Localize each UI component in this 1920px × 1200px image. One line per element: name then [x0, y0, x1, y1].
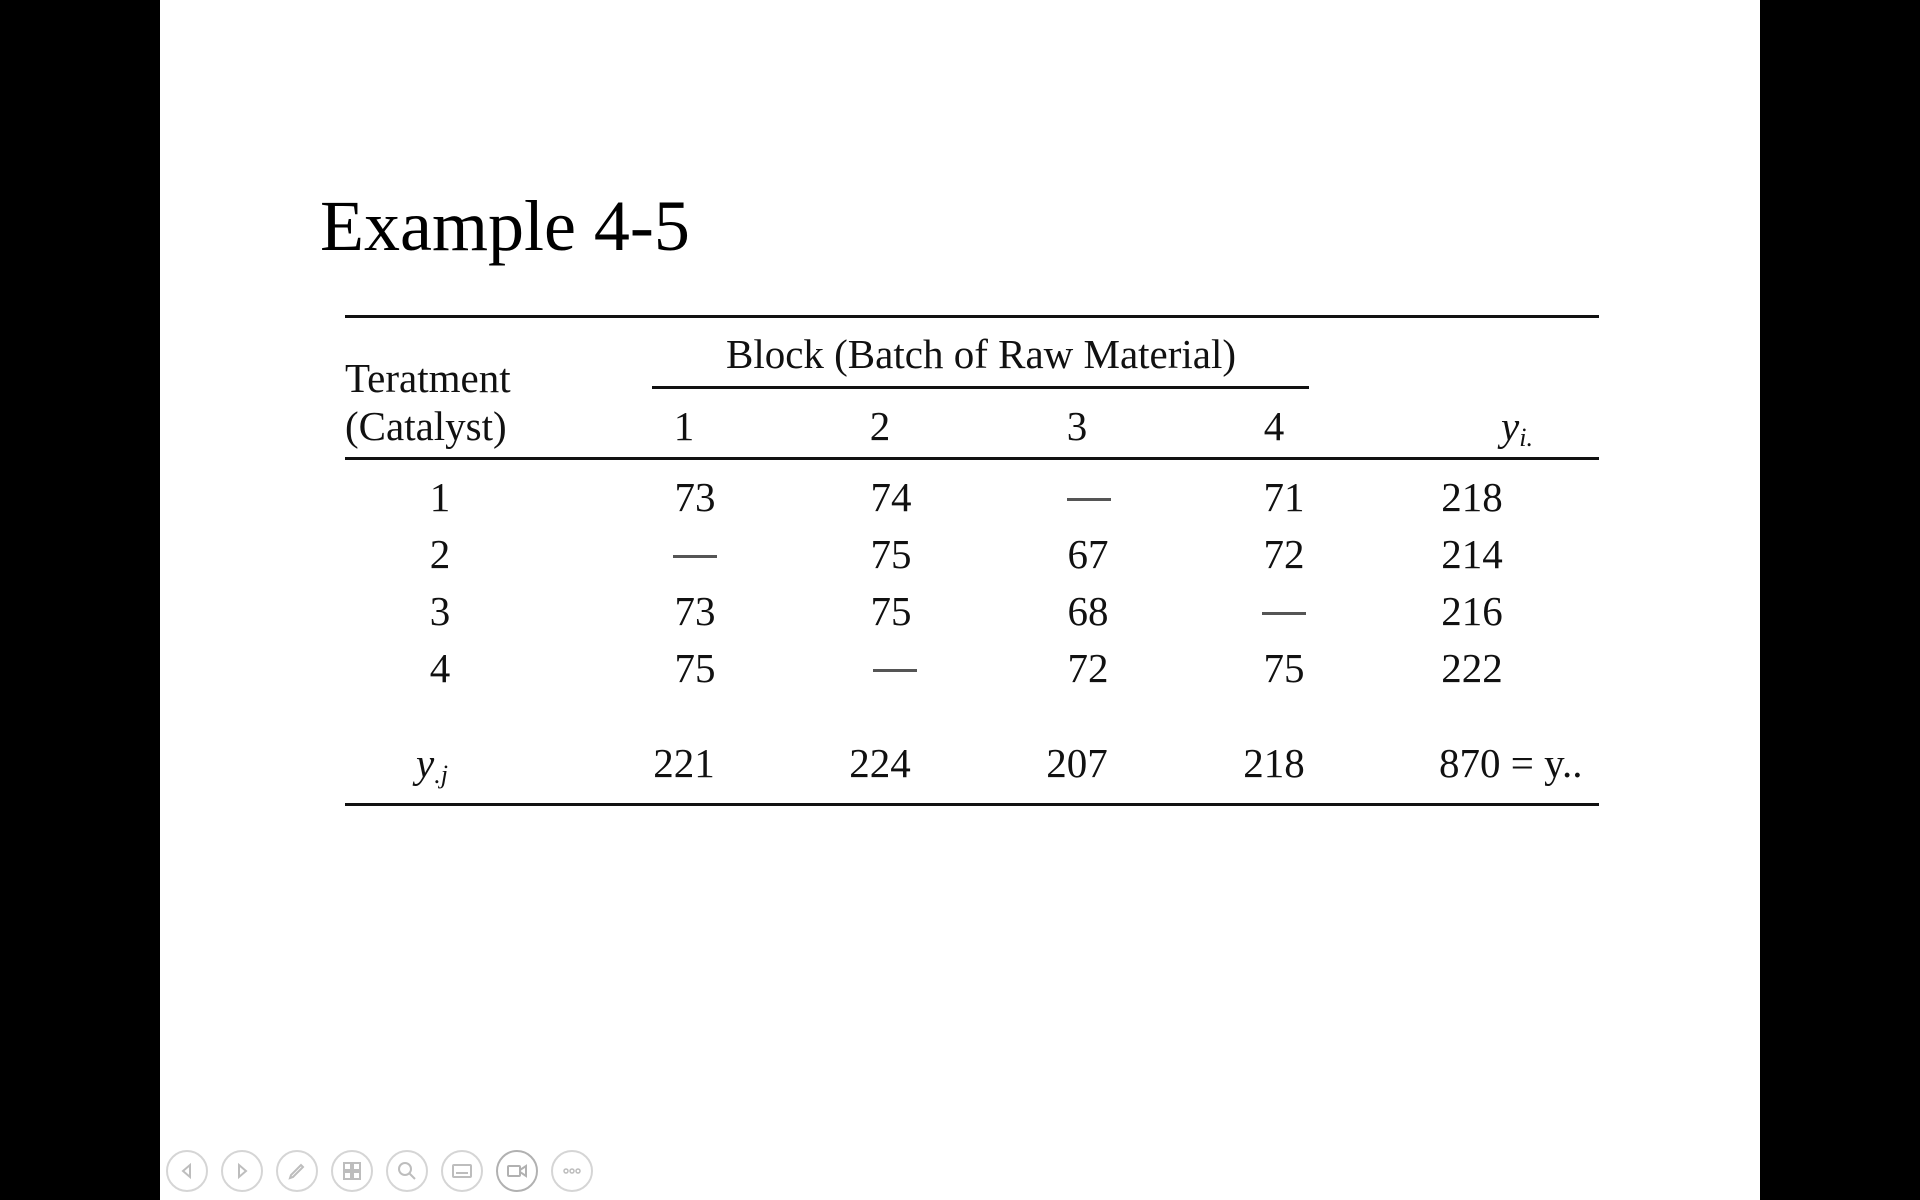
row-header-line1: Teratment [345, 355, 511, 401]
table-cell-3-3: 68 [1067, 588, 1109, 634]
table-cell-2-2: 75 [870, 531, 912, 577]
grand-total: 870 = y.. [1439, 740, 1583, 786]
missing-cell-1-3 [1067, 498, 1111, 501]
row-total-2: 214 [1441, 531, 1503, 577]
col-total-1: 221 [653, 740, 715, 786]
table-cell-3-1: 73 [674, 588, 716, 634]
block-label-2: 2 [869, 403, 891, 449]
table-cell-4-3: 72 [1067, 645, 1109, 691]
block-label-4: 4 [1263, 403, 1285, 449]
row-total-header [1501, 403, 1533, 452]
treatment-label-1: 1 [429, 474, 451, 520]
table-cell-3-2: 75 [870, 588, 912, 634]
presenter-controls [166, 1150, 593, 1194]
row-total-1: 218 [1441, 474, 1503, 520]
row-total-symbol: y [1501, 403, 1520, 449]
group-header-rule [652, 386, 1309, 389]
video-camera-icon [505, 1159, 529, 1183]
col-total-3: 207 [1046, 740, 1108, 786]
col-total-symbol: y [416, 740, 435, 786]
missing-cell-3-4 [1262, 612, 1306, 615]
header-bottom-rule [345, 457, 1599, 460]
group-header: Block (Batch of Raw Material) [725, 331, 1237, 377]
more-options-button[interactable] [551, 1150, 593, 1192]
next-slide-button[interactable] [221, 1150, 263, 1192]
treatment-label-3: 3 [429, 588, 451, 634]
magnifier-icon [395, 1159, 419, 1183]
col-total-2: 224 [849, 740, 911, 786]
table-cell-2-4: 72 [1263, 531, 1305, 577]
slide [160, 0, 1760, 1200]
table-cell-2-3: 67 [1067, 531, 1109, 577]
col-total-4: 218 [1243, 740, 1305, 786]
row-total-4: 222 [1441, 645, 1503, 691]
camera-button[interactable] [496, 1150, 538, 1192]
row-header-line2: (Catalyst) [345, 403, 507, 449]
col-total-subscript: .j [434, 760, 448, 789]
row-total-3: 216 [1441, 588, 1503, 634]
subtitles-icon [450, 1159, 474, 1183]
pen-icon [285, 1159, 309, 1183]
table-cell-4-4: 75 [1263, 645, 1305, 691]
slide-title: Example 4-5 [320, 186, 690, 266]
arrow-left-icon [175, 1159, 199, 1183]
slides-grid-icon [340, 1159, 364, 1183]
missing-cell-2-1 [673, 555, 717, 558]
more-icon [560, 1159, 584, 1183]
missing-cell-4-2 [873, 669, 917, 672]
table-cell-4-1: 75 [674, 645, 716, 691]
zoom-button[interactable] [386, 1150, 428, 1192]
treatment-label-2: 2 [429, 531, 451, 577]
row-total-subscript: i. [1519, 423, 1533, 452]
table-bottom-rule [345, 803, 1599, 806]
treatment-label-4: 4 [429, 645, 451, 691]
block-label-1: 1 [673, 403, 695, 449]
table-top-rule [345, 315, 1599, 318]
pen-tool-button[interactable] [276, 1150, 318, 1192]
block-label-3: 3 [1066, 403, 1088, 449]
see-all-slides-button[interactable] [331, 1150, 373, 1192]
table-cell-1-4: 71 [1263, 474, 1305, 520]
col-total-label [416, 740, 448, 789]
arrow-right-icon [230, 1159, 254, 1183]
previous-slide-button[interactable] [166, 1150, 208, 1192]
table-cell-1-1: 73 [674, 474, 716, 520]
table-cell-1-2: 74 [870, 474, 912, 520]
subtitles-button[interactable] [441, 1150, 483, 1192]
